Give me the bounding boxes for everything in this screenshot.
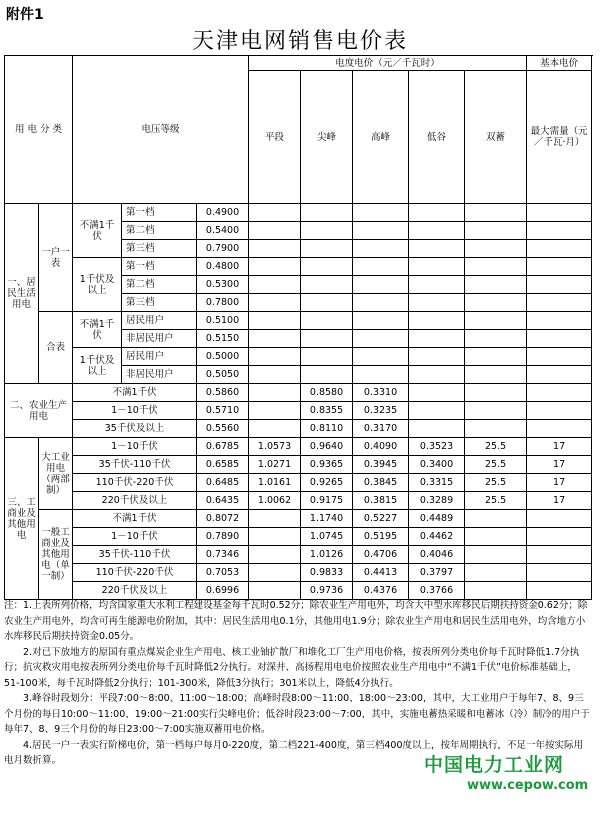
flat-price: 0.6785	[197, 438, 249, 456]
valley-price: 0.4413	[353, 564, 409, 582]
flat-price: 0.5100	[197, 312, 249, 330]
flat-price: 0.7053	[197, 564, 249, 582]
note-item: 3.峰谷时段划分：平段7:00～8:00、11:00～18:00；高峰时段8:00～11:00、18:00～23:00，其中，大工业用户于每年7、8、9三个月份的每日10:00～11:00、19:00～21:00实行尖峰电价；低谷时段23:00～7:00，其中，实施电蓄热采暖和电蓄冰（冷）制冷的用户于每年7、8、9三个月份的每日23:00～7:00实施双蓄用电价格。	[4, 693, 590, 735]
peak-price: 0.9833	[301, 564, 353, 582]
price-table	[4, 55, 592, 600]
flat-price: 0.5050	[197, 366, 249, 384]
valley-price: 0.4376	[353, 582, 409, 600]
header-peak: 高峰	[353, 71, 409, 204]
flat-price: 0.6485	[197, 474, 249, 492]
flat-price: 0.5710	[197, 402, 249, 420]
valley-price: 0.3815	[353, 492, 409, 510]
note-item: 4.居民一户一表实行阶梯电价，第一档每户每月0-220度，第二档221-400度，第三档400度以上，按年周期执行，不足一年按实际用电月数折算。	[4, 739, 583, 766]
valley-price: 0.3170	[353, 420, 409, 438]
general-industry-label: 一般工商业及其他用电（单一制）	[39, 510, 73, 600]
sharp-price: 1.0161	[249, 474, 301, 492]
user-type-label: 居民用户	[122, 348, 197, 366]
flat-price: 0.7900	[197, 240, 249, 258]
flat-price: 0.5860	[197, 384, 249, 402]
sharp-price: 1.0573	[249, 438, 301, 456]
agriculture-category: 二、农业生产用电	[5, 384, 73, 438]
header-dual: 双蓄	[465, 71, 527, 204]
voltage-label: 220千伏及以上	[73, 492, 197, 510]
flat-price: 0.4900	[197, 204, 249, 222]
valley-price: 0.4090	[353, 438, 409, 456]
max-demand-price: 25.5	[465, 456, 527, 474]
dual-price: 0.3289	[409, 492, 465, 510]
voltage-label: 1－10千伏	[73, 528, 197, 546]
one-meter-label: 一户一表	[39, 204, 73, 312]
dual-price: 0.4046	[409, 546, 465, 564]
attachment-label: 附件1	[6, 7, 44, 23]
industry-category: 三、工商业及其他用电	[5, 438, 39, 600]
flat-price: 0.4800	[197, 258, 249, 276]
user-type-label: 非居民用户	[122, 366, 197, 384]
max-demand-price: 25.5	[465, 474, 527, 492]
flat-price: 0.5300	[197, 276, 249, 294]
watermark-url: www.cepow.com	[467, 778, 589, 793]
note-item: 2.对已下放地方的原国有重点煤炭企业生产用电、核工业铀扩散厂和堆化工厂生产用电价格，按表所列分类电价每千瓦时降低1.7分执行；抗灾救灾用电按表所列分类电价每千瓦时降低2分执行。对深井、高扬程用电电价按照农业生产用电中“不满1千伏”电价标准基础上，51-100米，每千瓦时降低2分执行；101-300米，降低3分执行；301米以上，降低4分执行。	[4, 646, 580, 689]
header-basic-price: 基本电价	[527, 56, 592, 71]
user-type-label: 居民用户	[122, 312, 197, 330]
dual-price: 0.3400	[409, 456, 465, 474]
flat-price: 0.5000	[197, 348, 249, 366]
under-1kv-label: 不满1千伏	[73, 312, 122, 348]
dual-price: 0.3766	[409, 582, 465, 600]
dual-price: 0.3315	[409, 474, 465, 492]
watermark-name: 中国电力工业网	[424, 754, 565, 776]
valley-price: 0.5195	[353, 528, 409, 546]
peak-price: 0.8355	[301, 402, 353, 420]
peak-price: 0.8110	[301, 420, 353, 438]
header-max-demand: 最大需量（元／千瓦·月）	[527, 71, 592, 204]
flat-price: 0.6435	[197, 492, 249, 510]
page-title: 天津电网销售电价表	[191, 29, 408, 54]
peak-price: 0.9265	[301, 474, 353, 492]
tier-label: 第三档	[122, 240, 197, 258]
valley-price: 0.3310	[353, 384, 409, 402]
tier-label: 第一档	[122, 258, 197, 276]
valley-price: 0.3235	[353, 402, 409, 420]
voltage-label: 35千伏-110千伏	[73, 546, 197, 564]
voltage-label: 1－10千伏	[73, 402, 197, 420]
peak-price: 0.9175	[301, 492, 353, 510]
peak-price: 0.9736	[301, 582, 353, 600]
tier-label: 第三档	[122, 294, 197, 312]
flat-price: 0.5400	[197, 222, 249, 240]
voltage-label: 不满1千伏	[73, 384, 197, 402]
dual-price: 0.4462	[409, 528, 465, 546]
header-valley: 低谷	[409, 71, 465, 204]
header-sharp: 尖峰	[301, 71, 353, 204]
dual-price: 0.4489	[409, 510, 465, 528]
sharp-price: 1.0062	[249, 492, 301, 510]
notes	[4, 598, 592, 769]
valley-price: 0.4706	[353, 546, 409, 564]
flat-price: 0.7800	[197, 294, 249, 312]
header-voltage: 电压等级	[73, 56, 249, 204]
valley-price: 0.3845	[353, 474, 409, 492]
above-1kv-label: 1千伏及以上	[73, 348, 122, 384]
voltage-label: 110千伏-220千伏	[73, 564, 197, 582]
flat-price: 0.7346	[197, 546, 249, 564]
transformer-price: 17	[527, 456, 592, 474]
peak-price: 1.1740	[301, 510, 353, 528]
flat-price: 0.5560	[197, 420, 249, 438]
valley-price: 0.3945	[353, 456, 409, 474]
tier-label: 第二档	[122, 276, 197, 294]
flat-price: 0.6996	[197, 582, 249, 600]
large-industry-label: 大工业用电（两部制）	[39, 438, 73, 510]
combined-meter-label: 合表	[39, 312, 73, 384]
residential-category: 一、居民生活用电	[5, 204, 39, 384]
transformer-price: 17	[527, 474, 592, 492]
sharp-price: 1.0271	[249, 456, 301, 474]
flat-price: 0.7890	[197, 528, 249, 546]
note-item: 注：1.上表所列价格，均含国家重大水利工程建设基金每千瓦时0.52分；除农业生产用电外，均含大中型水库移民后期扶持资金0.62分；除农业生产用电外，均含可再生能源电价附加，其中：居民生活用电0.1分，其他用电1.9分；除农业生产用电和居民生活用电外，均含地方小水库移民后期扶持资金0.05分。	[4, 600, 588, 642]
voltage-label: 35千伏-110千伏	[73, 456, 197, 474]
voltage-label: 220千伏及以上	[73, 582, 197, 600]
flat-price: 0.6585	[197, 456, 249, 474]
dual-price: 0.3523	[409, 438, 465, 456]
valley-price: 0.5227	[353, 510, 409, 528]
flat-price: 0.8072	[197, 510, 249, 528]
transformer-price: 17	[527, 438, 592, 456]
max-demand-price: 25.5	[465, 438, 527, 456]
tier-label: 第二档	[122, 222, 197, 240]
voltage-label: 110千伏-220千伏	[73, 474, 197, 492]
transformer-price: 17	[527, 492, 592, 510]
voltage-label: 35千伏及以上	[73, 420, 197, 438]
peak-price: 1.0126	[301, 546, 353, 564]
header-kwh-price: 电度电价（元／千瓦时）	[249, 56, 527, 71]
flat-price: 0.5150	[197, 330, 249, 348]
peak-price: 0.9640	[301, 438, 353, 456]
peak-price: 1.0745	[301, 528, 353, 546]
header-category: 用 电 分 类	[5, 56, 73, 204]
under-1kv-label: 不满1千伏	[73, 204, 122, 258]
header-flat: 平段	[249, 71, 301, 204]
max-demand-price: 25.5	[465, 492, 527, 510]
voltage-label: 1－10千伏	[73, 438, 197, 456]
peak-price: 0.9365	[301, 456, 353, 474]
voltage-label: 不满1千伏	[73, 510, 197, 528]
peak-price: 0.8580	[301, 384, 353, 402]
user-type-label: 非居民用户	[122, 330, 197, 348]
tier-label: 第一档	[122, 204, 197, 222]
above-1kv-label: 1千伏及以上	[73, 258, 122, 312]
dual-price: 0.3797	[409, 564, 465, 582]
